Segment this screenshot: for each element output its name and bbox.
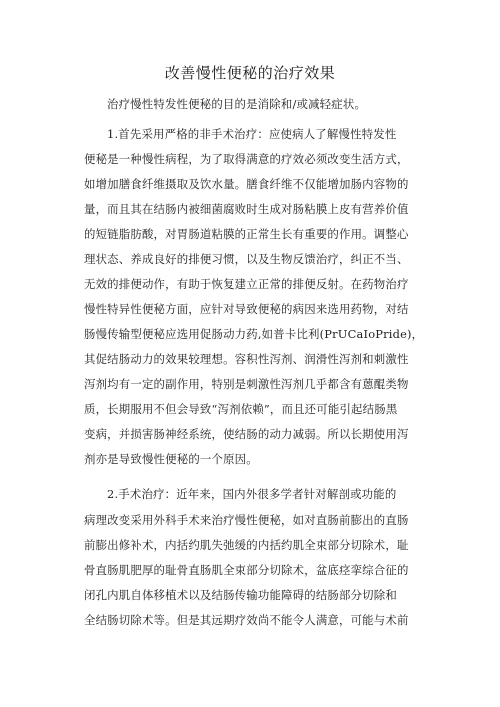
paragraph-line: 质，长期服用不但会导致“泻剂依赖”，而且还可能引起结肠黑 bbox=[84, 402, 398, 416]
paragraph-line: 慢性特异性便秘方面，应针对导致便秘的病因来选用药物，对结 bbox=[84, 302, 409, 316]
paragraph-line: 泻剂均有一定的副作用，特别是刺激性泻剂几乎都含有蒽醌类物 bbox=[84, 377, 409, 391]
paragraph-line: 病理改变采用外科手术来治疗慢性便秘，如对直肠前膨出的直肠 bbox=[84, 513, 409, 527]
paragraph-line: 肠慢传输型便秘应选用促肠动力药,如普卡比利(PrUCaIoPride)， bbox=[84, 327, 424, 341]
paragraph-line: 1.首先采用严格的非手术治疗：应使病人了解慢性特发性 bbox=[107, 127, 397, 141]
paragraph-line: 全结肠切除术等。但是其远期疗效尚不能令人满意，可能与术前 bbox=[84, 613, 409, 627]
paragraph-line: 前膨出修补术，内括约肌失弛缓的内括约肌全束部分切除术，耻 bbox=[84, 538, 409, 552]
paragraph-line: 无效的排便动作，有助于恢复建立正常的排便反射。在药物治疗 bbox=[84, 277, 409, 291]
paragraph-line: 便秘是一种慢性病程，为了取得满意的疗效必须改变生活方式， bbox=[84, 152, 409, 166]
paragraph-line: 其促结肠动力的效果较理想。容积性泻剂、润滑性泻剂和刺激性 bbox=[84, 352, 409, 366]
paragraph-line: 骨直肠肌肥厚的耻骨直肠肌全束部分切除术，盆底痉挛综合征的 bbox=[84, 563, 409, 577]
paragraph-line: 剂亦是导致慢性便秘的一个原因。 bbox=[84, 452, 258, 466]
paragraph-line: 闭孔内肌自体移植术以及结肠传输功能障碍的结肠部分切除和 bbox=[84, 588, 397, 602]
paragraph-line: 如增加膳食纤维摄取及饮水量。膳食纤维不仅能增加肠内容物的 bbox=[84, 177, 409, 191]
document-title: 改善慢性便秘的治疗效果 bbox=[164, 64, 336, 82]
paragraph-line: 治疗慢性特发性便秘的目的是消除和/或减轻症状。 bbox=[107, 97, 367, 111]
paragraph-line: 的短链脂肪酸，对胃肠道粘膜的正常生长有重要的作用。调整心 bbox=[84, 227, 409, 241]
paragraph-line: 量，而且其在结肠内被细菌腐败时生成对肠粘膜上皮有营养价值 bbox=[84, 202, 409, 216]
paragraph-line: 变病，并损害肠神经系统，使结肠的动力减弱。所以长期使用泻 bbox=[84, 427, 409, 441]
paragraph-line: 2.手术治疗：近年来，国内外很多学者针对解剖或功能的 bbox=[107, 487, 397, 501]
paragraph-line: 理状态、养成良好的排便习惯，以及生物反馈治疗，纠正不当、 bbox=[84, 252, 409, 266]
